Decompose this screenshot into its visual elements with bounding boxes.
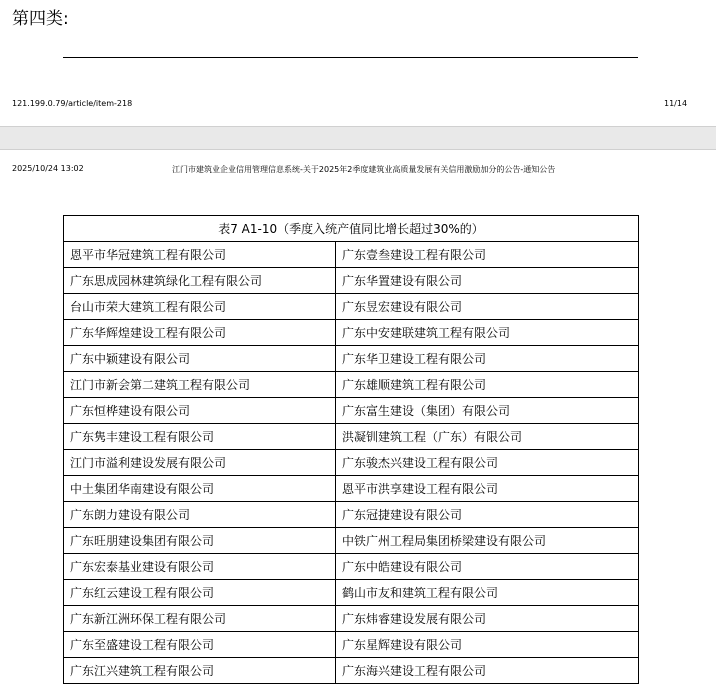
company-cell: 广东江兴建筑工程有限公司 (64, 658, 336, 684)
footer-url: 121.199.0.79/article/item-218 (12, 99, 133, 108)
page-break-gap (0, 126, 716, 150)
company-cell: 广东隽丰建设工程有限公司 (64, 424, 336, 450)
table-row (64, 346, 639, 372)
table-row (64, 372, 639, 398)
table-row (64, 320, 639, 346)
company-cell: 广东中安建联建筑工程有限公司 (336, 320, 639, 346)
company-cell: 广东华卫建设工程有限公司 (336, 346, 639, 372)
company-table (63, 215, 639, 684)
table-row (64, 528, 639, 554)
company-cell: 广东冠捷建设有限公司 (336, 502, 639, 528)
table-row (64, 580, 639, 606)
table-row (64, 242, 639, 268)
company-cell: 广东壹叁建设工程有限公司 (336, 242, 639, 268)
company-cell: 广东宏泰基业建设有限公司 (64, 554, 336, 580)
company-cell: 广东红云建设工程有限公司 (64, 580, 336, 606)
company-cell: 广东骏杰兴建设工程有限公司 (336, 450, 639, 476)
company-cell: 恩平市洪享建设工程有限公司 (336, 476, 639, 502)
company-cell: 江门市新会第二建筑工程有限公司 (64, 372, 336, 398)
table-caption: 表7 A1-10（季度入统产值同比增长超过30%的） (64, 216, 639, 242)
company-cell: 广东新江洲环保工程有限公司 (64, 606, 336, 632)
table-row (64, 294, 639, 320)
company-cell: 广东中皓建设有限公司 (336, 554, 639, 580)
section-heading: 第四类: (12, 9, 69, 29)
company-cell: 广东旺朋建设集团有限公司 (64, 528, 336, 554)
company-cell: 中土集团华南建设有限公司 (64, 476, 336, 502)
company-cell: 广东雄顺建筑工程有限公司 (336, 372, 639, 398)
company-cell: 广东海兴建设工程有限公司 (336, 658, 639, 684)
company-cell: 广东至盛建设工程有限公司 (64, 632, 336, 658)
header-date: 2025/10/24 13:02 (12, 164, 84, 173)
horizontal-rule (63, 57, 638, 58)
table-row (64, 268, 639, 294)
company-cell: 江门市溢利建设发展有限公司 (64, 450, 336, 476)
company-cell: 洪凝钏建筑工程（广东）有限公司 (336, 424, 639, 450)
company-table-wrap (63, 215, 638, 684)
company-cell: 广东思成园林建筑绿化工程有限公司 (64, 268, 336, 294)
table-row (64, 606, 639, 632)
company-cell: 台山市荣大建筑工程有限公司 (64, 294, 336, 320)
company-cell: 鹤山市友和建筑工程有限公司 (336, 580, 639, 606)
company-cell: 广东昱宏建设有限公司 (336, 294, 639, 320)
table-row (64, 658, 639, 684)
table-row (64, 424, 639, 450)
table-row (64, 554, 639, 580)
table-row (64, 476, 639, 502)
company-cell: 广东恒桦建设有限公司 (64, 398, 336, 424)
table-row (64, 502, 639, 528)
company-cell: 广东星辉建设有限公司 (336, 632, 639, 658)
company-cell: 广东华辉煌建设工程有限公司 (64, 320, 336, 346)
company-cell: 广东中颖建设有限公司 (64, 346, 336, 372)
company-cell: 广东华置建设有限公司 (336, 268, 639, 294)
company-cell: 广东富生建设（集团）有限公司 (336, 398, 639, 424)
table-row (64, 450, 639, 476)
company-cell: 恩平市华冠建筑工程有限公司 (64, 242, 336, 268)
table-row (64, 632, 639, 658)
company-cell: 中铁广州工程局集团桥梁建设有限公司 (336, 528, 639, 554)
company-cell: 广东朗力建设有限公司 (64, 502, 336, 528)
footer-page-number: 11/14 (664, 99, 688, 108)
company-cell: 广东炜睿建设发展有限公司 (336, 606, 639, 632)
header-title: 江门市建筑业企业信用管理信息系统-关于2025年2季度建筑业高质量发展有关信用激励加分的公告-通知公告 (172, 165, 556, 174)
table-row (64, 398, 639, 424)
table-caption-row (64, 216, 639, 242)
